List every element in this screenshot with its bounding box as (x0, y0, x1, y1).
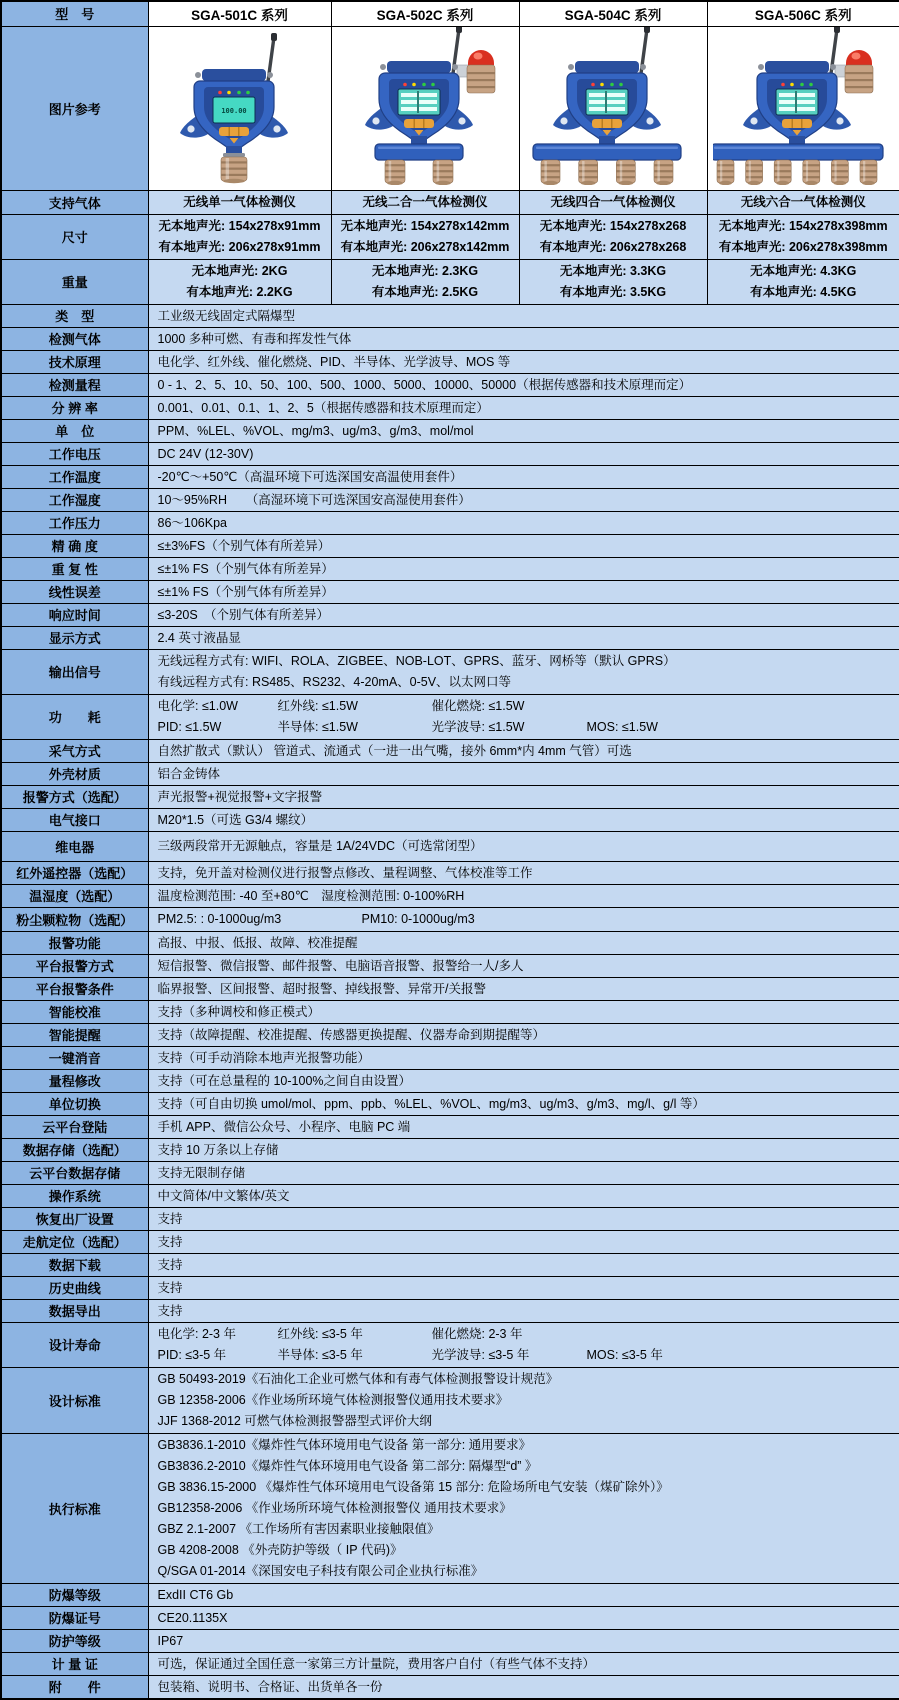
spec-row (1, 1433, 899, 1583)
spec-row-label: 执行标准 (1, 1433, 148, 1583)
spec-row-value: 支持 (148, 1276, 899, 1299)
spec-row-label: 平台报警条件 (1, 977, 148, 1000)
spec-value-line: GB 3836.15-2000 《爆炸性气体环境用电气设备第 15 部分: 危险场所电气安装（煤矿除外）》 (157, 1479, 669, 1494)
spec-row-label: 功 耗 (1, 694, 148, 739)
spec-row-label: 显示方式 (1, 626, 148, 649)
product-value-line: 无本地声光: 3.3KG (559, 263, 667, 278)
spec-row-label: 温湿度（选配） (1, 884, 148, 907)
spec-row-value: 可选，保证通过全国任意一家第三方计量院，费用客户自付（有些气体不支持） (148, 1652, 899, 1675)
spec-value-segment: PM2.5: : 0-1000ug/m3 (157, 911, 282, 926)
spec-row-label: 设计标准 (1, 1367, 148, 1433)
product-value-line: 无本地声光: 154x278x398mm (718, 218, 888, 233)
spec-value-line: GB 50493-2019《石油化工企业可燃气体和有毒气体检测报警设计规范》 (157, 1371, 559, 1386)
model-name: SGA-504C 系列 (519, 1, 707, 26)
sensor-cylinder-icon (832, 160, 849, 185)
manifold-bar (713, 144, 883, 160)
sensor-cylinder-icon (541, 160, 560, 185)
product-value (148, 259, 331, 304)
product-value (519, 214, 707, 259)
spec-row (1, 511, 899, 534)
spec-value-segment: PID: ≤3-5 年 (157, 1347, 227, 1362)
spec-value-segment: MOS: ≤1.5W (586, 719, 658, 734)
spec-row (1, 603, 899, 626)
spec-value-line: 无线远程方式有: WIFI、ROLA、ZIGBEE、NOB-LOT、GPRS、蓝牙、网桥等（默认 GPRS） (157, 653, 676, 668)
spec-row (1, 785, 899, 808)
sensor-cylinder-icon (221, 157, 247, 183)
product-row (1, 259, 899, 304)
spec-row-label: 走航定位（选配） (1, 1230, 148, 1253)
spec-value-segment: 催化燃烧: 2-3 年 (431, 1326, 523, 1341)
spec-row (1, 861, 899, 884)
sensor-cylinder-icon (616, 160, 635, 185)
spec-value-line: GB12358-2006 《作业场所环境气体检测报警仪 通用技术要求》 (157, 1500, 512, 1515)
spec-row-value: 高报、中报、低报、故障、校准提醒 (148, 931, 899, 954)
spec-row-value: 临界报警、区间报警、超时报警、掉线报警、异常开/关报警 (148, 977, 899, 1000)
sensor-cylinder-icon (746, 160, 763, 185)
spec-row-value: 支持 (148, 1207, 899, 1230)
product-value (707, 214, 899, 259)
spec-row-value: 支持 (148, 1230, 899, 1253)
spec-row-value: 温度检测范围: -40 至+80℃ 湿度检测范围: 0-100%RH (148, 884, 899, 907)
spec-row-label: 平台报警方式 (1, 954, 148, 977)
sensor-cylinder-icon (385, 160, 405, 185)
spec-row-value: CE20.1135X (148, 1606, 899, 1629)
product-value-line: 无本地声光: 2.3KG (371, 263, 479, 278)
spec-row-label: 响应时间 (1, 603, 148, 626)
manifold-bar (375, 144, 463, 160)
spec-row-value (148, 907, 899, 931)
detector-body (379, 61, 459, 144)
product-value: 无线四合一气体检测仪 (519, 190, 707, 214)
spec-value-segment: 红外线: ≤3-5 年 (277, 1326, 363, 1341)
product-row-label: 重量 (1, 259, 148, 304)
spec-value-gridline (158, 696, 894, 717)
detector-sga-502c (335, 27, 515, 185)
spec-row (1, 1253, 899, 1276)
spec-row (1, 808, 899, 831)
product-row-label: 支持气体 (1, 190, 148, 214)
sensor-cylinder-icon (579, 160, 598, 185)
detector-body (194, 69, 274, 152)
spec-row (1, 1092, 899, 1115)
spec-row-label: 防护等级 (1, 1629, 148, 1652)
product-value-line: 有本地声光: 4.5KG (750, 284, 857, 299)
spec-row-value (148, 1367, 899, 1433)
spec-row (1, 465, 899, 488)
spec-row-label: 附 件 (1, 1675, 148, 1699)
spec-row-value: ≤±3%FS（个别气体有所差异） (148, 534, 899, 557)
image-row-label: 图片参考 (1, 26, 148, 190)
spec-value-gridline (158, 909, 894, 930)
spec-row-value: 支持 (148, 1253, 899, 1276)
spec-row-label: 工作电压 (1, 442, 148, 465)
spec-row (1, 931, 899, 954)
spec-row-value: 工业级无线固定式隔爆型 (148, 304, 899, 327)
product-value-line: 有本地声光: 206x278x268 (539, 239, 687, 254)
spec-row-label: 数据导出 (1, 1299, 148, 1322)
spec-row-label: 工作压力 (1, 511, 148, 534)
spec-row-label: 红外遥控器（选配） (1, 861, 148, 884)
spec-row-value: 铝合金铸体 (148, 762, 899, 785)
spec-row-label: 操作系统 (1, 1184, 148, 1207)
product-value-line: 有本地声光: 206x278x398mm (718, 239, 888, 254)
product-value-line: 无本地声光: 154x278x142mm (340, 218, 510, 233)
spec-row-value: 三级两段常开无源触点，容量是 1A/24VDC（可选常闭型） (148, 831, 899, 861)
spec-row-value: 中文简体/中文繁体/英文 (148, 1184, 899, 1207)
detector-body (567, 61, 647, 144)
product-row (1, 190, 899, 214)
product-image (707, 26, 899, 190)
manifold-bar (533, 144, 681, 160)
spec-value-segment: 电化学: 2-3 年 (157, 1326, 236, 1341)
spec-row (1, 649, 899, 694)
product-value (707, 259, 899, 304)
spec-row-value: 0 - 1、2、5、10、50、100、500、1000、5000、10000、50000（根据传感器和技术原理而定） (148, 373, 899, 396)
spec-value-line: GB 12358-2006《作业场所环境气体检测报警仪通用技术要求》 (157, 1392, 509, 1407)
spec-row (1, 373, 899, 396)
spec-row-label: 智能校准 (1, 1000, 148, 1023)
spec-row-label: 云平台数据存储 (1, 1161, 148, 1184)
spec-row-label: 输出信号 (1, 649, 148, 694)
detector-sga-501c (150, 27, 330, 185)
product-value: 无线二合一气体检测仪 (331, 190, 519, 214)
spec-row-label: 技术原理 (1, 350, 148, 373)
spec-row-label: 工作温度 (1, 465, 148, 488)
alarm-beacon-icon (457, 50, 495, 93)
spec-row-value (148, 1433, 899, 1583)
spec-row-value: ≤±1% FS（个别气体有所差异） (148, 557, 899, 580)
spec-row (1, 1161, 899, 1184)
spec-row (1, 1046, 899, 1069)
spec-row (1, 1606, 899, 1629)
spec-row-value (148, 694, 899, 739)
spec-row (1, 488, 899, 511)
product-value (519, 259, 707, 304)
product-row-label: 尺寸 (1, 214, 148, 259)
spec-row-label: 历史曲线 (1, 1276, 148, 1299)
spec-row-label: 单位切换 (1, 1092, 148, 1115)
spec-row (1, 580, 899, 603)
spec-row-value: 声光报警+视觉报警+文字报警 (148, 785, 899, 808)
product-image (519, 26, 707, 190)
spec-row (1, 1299, 899, 1322)
product-value (331, 214, 519, 259)
spec-row-value: 电化学、红外线、催化燃烧、PID、半导体、光学波导、MOS 等 (148, 350, 899, 373)
model-name: SGA-501C 系列 (148, 1, 331, 26)
spec-row (1, 1207, 899, 1230)
spec-row (1, 1138, 899, 1161)
spec-row-value: 支持（可手动消除本地声光报警功能） (148, 1046, 899, 1069)
spec-row (1, 907, 899, 931)
product-image (331, 26, 519, 190)
spec-value-segment (587, 696, 894, 717)
detector-sga-506c (713, 27, 893, 185)
spec-row (1, 977, 899, 1000)
spec-row (1, 350, 899, 373)
spec-value-segment (587, 1324, 894, 1345)
spec-value-line: GB3836.2-2010《爆炸性气体环境用电气设备 第二部分: 隔爆型“d” 》 (157, 1458, 538, 1473)
spec-row (1, 954, 899, 977)
image-row (1, 26, 899, 190)
spec-row-value: 支持（可在总量程的 10-100%之间自由设置） (148, 1069, 899, 1092)
spec-row (1, 1069, 899, 1092)
sensor-cylinder-icon (717, 160, 734, 185)
model-row-label: 型 号 (1, 1, 148, 26)
spec-row-label: 防爆等级 (1, 1583, 148, 1606)
spec-row-label: 数据下载 (1, 1253, 148, 1276)
spec-value-segment: 催化燃烧: ≤1.5W (431, 698, 525, 713)
product-value-line: 有本地声光: 3.5KG (559, 284, 667, 299)
sensor-cylinder-icon (654, 160, 673, 185)
spec-row (1, 1023, 899, 1046)
spec-row-label: 粉尘颗粒物（选配） (1, 907, 148, 931)
spec-row-value (148, 649, 899, 694)
spec-row-label: 精 确 度 (1, 534, 148, 557)
spec-row-value: IP67 (148, 1629, 899, 1652)
spec-row (1, 739, 899, 762)
spec-row (1, 1675, 899, 1699)
svg-text:100.00: 100.00 (220, 106, 247, 115)
spec-row-label: 报警方式（选配） (1, 785, 148, 808)
spec-value-segment: MOS: ≤3-5 年 (586, 1347, 663, 1362)
spec-value-segment: PID: ≤1.5W (157, 719, 222, 734)
spec-row (1, 304, 899, 327)
model-header-row (1, 1, 899, 26)
spec-row-label: 设计寿命 (1, 1322, 148, 1367)
product-row (1, 214, 899, 259)
product-value (148, 214, 331, 259)
spec-row-label: 报警功能 (1, 931, 148, 954)
spec-row (1, 1115, 899, 1138)
spec-row-label: 线性误差 (1, 580, 148, 603)
spec-row-value: ≤3-20S （个别气体有所差异） (148, 603, 899, 626)
product-value-line: 有本地声光: 206x278x142mm (340, 239, 510, 254)
product-value-line: 无本地声光: 154x278x91mm (158, 218, 321, 233)
spec-row (1, 831, 899, 861)
spec-value-segment: 红外线: ≤1.5W (277, 698, 358, 713)
spec-row-label: 量程修改 (1, 1069, 148, 1092)
spec-row-value: 支持（多种调校和修正模式） (148, 1000, 899, 1023)
spec-row (1, 762, 899, 785)
spec-row-value: 手机 APP、微信公众号、小程序、电脑 PC 端 (148, 1115, 899, 1138)
spec-row-label: 计 量 证 (1, 1652, 148, 1675)
spec-value-gridline (158, 1345, 894, 1366)
spec-value-line: Q/SGA 01-2014《深国安电子科技有限公司企业执行标准》 (157, 1563, 484, 1578)
spec-row (1, 1276, 899, 1299)
spec-row (1, 1230, 899, 1253)
spec-row-value: -20℃～+50℃（高温环境下可选深国安高温使用套件） (148, 465, 899, 488)
spec-row-value: 短信报警、微信报警、邮件报警、电脑语音报警、报警给一人/多人 (148, 954, 899, 977)
spec-row-value: 自然扩散式（默认） 管道式、流通式（一进一出气嘴，接外 6mm*内 4mm 气管）可选 (148, 739, 899, 762)
spec-row-value: 10～95%RH （高湿环境下可选深国安高湿使用套件） (148, 488, 899, 511)
spec-row-label: 分 辨 率 (1, 396, 148, 419)
spec-row-value: 包装箱、说明书、合格证、出货单各一份 (148, 1675, 899, 1699)
spec-row (1, 1629, 899, 1652)
spec-row (1, 1652, 899, 1675)
product-value-line: 有本地声光: 2.5KG (371, 284, 479, 299)
spec-row (1, 534, 899, 557)
sensor-cylinder-icon (433, 160, 453, 185)
spec-value-line: GBZ 2.1-2007 《工作场所有害因素职业接触限值》 (157, 1521, 440, 1536)
spec-row-label: 智能提醒 (1, 1023, 148, 1046)
spec-row (1, 557, 899, 580)
spec-row-value: 支持（可自由切换 umol/mol、ppm、ppb、%LEL、%VOL、mg/m3、ug/m3、g/m3、mg/l、g/l 等） (148, 1092, 899, 1115)
spec-row (1, 626, 899, 649)
product-value: 无线单一气体检测仪 (148, 190, 331, 214)
spec-value-line: 有线远程方式有: RS485、RS232、4-20mA、0-5V、以太网口等 (157, 674, 512, 689)
spec-row (1, 884, 899, 907)
spec-row (1, 327, 899, 350)
spec-row-value (148, 1322, 899, 1367)
spec-row-value: 支持，免开盖对检测仪进行报警点修改、量程调整、气体校准等工作 (148, 861, 899, 884)
detector-sga-504c (523, 27, 703, 185)
spec-row (1, 1184, 899, 1207)
product-value-line: 无本地声光: 154x278x268 (539, 218, 687, 233)
spec-value-segment: 光学波导: ≤1.5W (431, 719, 525, 734)
product-value-line: 无本地声光: 2KG (191, 263, 288, 278)
spec-row-value: PPM、%LEL、%VOL、mg/m3、ug/m3、g/m3、mol/mol (148, 419, 899, 442)
spec-row (1, 1322, 899, 1367)
spec-row-label: 云平台登陆 (1, 1115, 148, 1138)
spec-value-gridline (158, 717, 894, 738)
spec-row-label: 单 位 (1, 419, 148, 442)
spec-row (1, 694, 899, 739)
spec-row-label: 类 型 (1, 304, 148, 327)
spec-row-value: 1000 多种可燃、有毒和挥发性气体 (148, 327, 899, 350)
spec-row-value: M20*1.5（可选 G3/4 螺纹） (148, 808, 899, 831)
product-value: 无线六合一气体检测仪 (707, 190, 899, 214)
product-image (148, 26, 331, 190)
spec-row-value: ≤±1% FS（个别气体有所差异） (148, 580, 899, 603)
spec-row (1, 1000, 899, 1023)
spec-row-label: 维电器 (1, 831, 148, 861)
spec-row-value: DC 24V (12-30V) (148, 442, 899, 465)
spec-value-gridline (158, 1324, 894, 1345)
sensor-cylinder-icon (803, 160, 820, 185)
product-value-line: 无本地声光: 4.3KG (750, 263, 857, 278)
spec-row-label: 恢复出厂设置 (1, 1207, 148, 1230)
spec-row (1, 396, 899, 419)
alarm-beacon-icon (835, 50, 873, 93)
spec-row-label: 采气方式 (1, 739, 148, 762)
product-value (331, 259, 519, 304)
spec-row-label: 检测气体 (1, 327, 148, 350)
spec-row-value: 86～106Kpa (148, 511, 899, 534)
spec-value-segment: 电化学: ≤1.0W (157, 698, 238, 713)
product-value-line: 有本地声光: 2.2KG (186, 284, 293, 299)
spec-row-label: 重 复 性 (1, 557, 148, 580)
spec-row (1, 1367, 899, 1433)
sensor-cylinder-icon (774, 160, 791, 185)
spec-row-value: 2.4 英寸液晶显 (148, 626, 899, 649)
model-name: SGA-506C 系列 (707, 1, 899, 26)
spec-value-line: JJF 1368-2012 可燃气体检测报警器型式评价大纲 (157, 1413, 432, 1428)
spec-row-label: 工作湿度 (1, 488, 148, 511)
spec-row-label: 防爆证号 (1, 1606, 148, 1629)
spec-value-segment: 光学波导: ≤3-5 年 (431, 1347, 530, 1362)
sensor-cylinder-icon (860, 160, 877, 185)
spec-row-value: 支持无限制存储 (148, 1161, 899, 1184)
spec-value-segment: PM10: 0-1000ug/m3 (361, 911, 475, 926)
spec-value-segment: 半导体: ≤3-5 年 (277, 1347, 363, 1362)
spec-row-label: 外壳材质 (1, 762, 148, 785)
spec-row-value: ExdII CT6 Gb (148, 1583, 899, 1606)
spec-value-line: GB 4208-2008 《外壳防护等级（ IP 代码)》 (157, 1542, 403, 1557)
product-value-line: 有本地声光: 206x278x91mm (158, 239, 321, 254)
detector-body (757, 61, 837, 144)
spec-row-value: 支持 10 万条以上存储 (148, 1138, 899, 1161)
spec-row-label: 检测量程 (1, 373, 148, 396)
model-name: SGA-502C 系列 (331, 1, 519, 26)
spec-row-value: 支持 (148, 1299, 899, 1322)
spec-row-label: 电气接口 (1, 808, 148, 831)
spec-row-label: 数据存储（选配） (1, 1138, 148, 1161)
spec-value-segment: 半导体: ≤1.5W (277, 719, 358, 734)
spec-row-label: 一键消音 (1, 1046, 148, 1069)
spec-row (1, 1583, 899, 1606)
spec-row (1, 442, 899, 465)
spec-row (1, 419, 899, 442)
spec-row-value: 支持（故障提醒、校准提醒、传感器更换提醒、仪器寿命到期提醒等） (148, 1023, 899, 1046)
spec-value-line: GB3836.1-2010《爆炸性气体环境用电气设备 第一部分: 通用要求》 (157, 1437, 532, 1452)
spec-row-value: 0.001、0.01、0.1、1、2、5（根据传感器和技术原理而定） (148, 396, 899, 419)
